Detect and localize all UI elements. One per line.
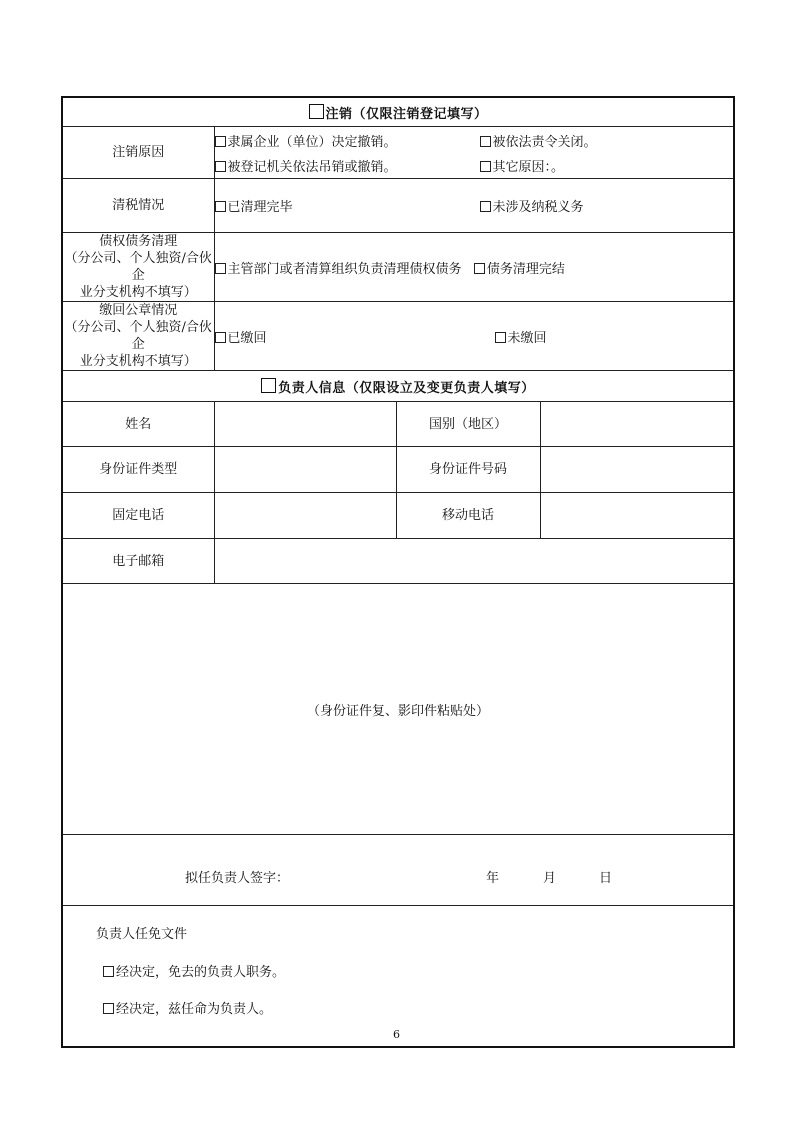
person-title-text: 负责人信息（仅限设立及变更负责人填写）	[278, 380, 535, 396]
tax-option-not-applicable[interactable]	[480, 196, 734, 215]
mobile-field[interactable]	[540, 493, 734, 539]
checkbox[interactable]	[215, 136, 226, 147]
reason-option-license-revoked[interactable]	[215, 156, 480, 175]
checkbox[interactable]	[480, 201, 491, 212]
debt-clearance-label	[62, 233, 214, 302]
checkbox[interactable]	[215, 161, 226, 172]
debt-clearance-options	[214, 233, 734, 302]
option-label: 未缴回	[507, 330, 547, 346]
email-label: 电子邮箱	[62, 539, 214, 584]
cancellation-section-title	[62, 97, 734, 127]
checkbox[interactable]	[215, 263, 226, 274]
cancellation-title-text: 注销（仅限注销登记填写）	[325, 106, 488, 122]
reason-option-ordered-closed[interactable]	[480, 131, 734, 150]
person-section-title	[62, 371, 734, 402]
signature-label: 拟任负责人签字：	[185, 871, 290, 886]
option-label: 隶属企业（单位）决定撤销。	[227, 134, 397, 150]
appointment-option-dismiss[interactable]	[103, 961, 285, 980]
option-label: 债务清理完结	[486, 261, 565, 277]
option-label: 被依法责令关闭。	[492, 134, 597, 150]
checkbox[interactable]	[474, 263, 485, 274]
tax-status-label: 清税情况	[62, 179, 214, 233]
reason-option-other[interactable]	[480, 156, 734, 175]
checkbox[interactable]	[215, 332, 226, 343]
option-label: 已缴回	[227, 330, 267, 346]
checkbox[interactable]	[103, 1003, 114, 1014]
seal-option-not-returned[interactable]	[495, 327, 734, 346]
seal-return-options	[214, 302, 734, 371]
label-line: 债权债务清理	[99, 234, 178, 249]
country-label: 国别（地区）	[396, 402, 540, 447]
year-label: 年	[486, 871, 500, 886]
seal-option-returned[interactable]	[215, 327, 495, 346]
signature-row	[62, 835, 734, 906]
label-line: （分公司、个人独资/合伙企	[64, 251, 212, 283]
checkbox[interactable]	[480, 161, 491, 172]
option-label: 经决定，免去的负责人职务。	[116, 965, 286, 980]
seal-return-label	[62, 302, 214, 371]
id-number-field[interactable]	[540, 447, 734, 493]
option-label: 未涉及纳税义务	[492, 200, 584, 215]
id-photo-area[interactable]	[62, 584, 734, 835]
option-label: 已清理完毕	[227, 200, 293, 215]
country-field[interactable]	[540, 402, 734, 447]
appointment-section	[62, 906, 734, 1048]
day-label: 日	[599, 871, 613, 886]
appointment-option-appoint[interactable]	[103, 998, 272, 1017]
debt-option-completed[interactable]	[474, 262, 565, 277]
debt-option-authority[interactable]	[215, 262, 462, 277]
month-label: 月	[543, 871, 557, 886]
checkbox[interactable]	[215, 201, 226, 212]
form-page	[61, 96, 733, 1048]
option-label: 主管部门或者清算组织负责清理债权债务	[227, 261, 462, 277]
option-label: 经决定，兹任命为负责人。	[116, 1002, 273, 1017]
mobile-label: 移动电话	[396, 493, 540, 539]
photo-placeholder-text: （身份证件复、影印件粘贴处）	[307, 703, 490, 719]
phone-field[interactable]	[214, 493, 396, 539]
tax-status-options	[214, 179, 734, 233]
label-line: （分公司、个人独资/合伙企	[64, 320, 212, 352]
name-field[interactable]	[214, 402, 396, 447]
label-line: 缴回公章情况	[99, 303, 178, 318]
registration-form	[61, 96, 735, 1048]
page-number: 6	[393, 1028, 400, 1041]
label-line: 业分支机构不填写）	[79, 354, 197, 369]
person-info-checkbox[interactable]	[261, 378, 276, 393]
appointment-heading: 负责人任免文件	[96, 927, 188, 942]
checkbox[interactable]	[480, 136, 491, 147]
cancellation-checkbox[interactable]	[309, 104, 324, 119]
checkbox[interactable]	[495, 332, 506, 343]
label-line: 业分支机构不填写）	[79, 285, 197, 300]
cancel-reason-options	[214, 127, 734, 179]
id-type-label: 身份证件类型	[62, 447, 214, 493]
cancel-reason-label: 注销原因	[62, 127, 214, 179]
name-label: 姓名	[62, 402, 214, 447]
option-label: 其它原因：。	[492, 159, 565, 175]
reason-option-revoked-by-parent[interactable]	[215, 131, 480, 150]
id-type-field[interactable]	[214, 447, 396, 493]
phone-label: 固定电话	[62, 493, 214, 539]
email-field[interactable]	[214, 539, 734, 584]
checkbox[interactable]	[103, 966, 114, 977]
tax-option-cleared[interactable]	[215, 196, 480, 215]
id-number-label: 身份证件号码	[396, 447, 540, 493]
option-label: 被登记机关依法吊销或撤销。	[227, 159, 397, 175]
